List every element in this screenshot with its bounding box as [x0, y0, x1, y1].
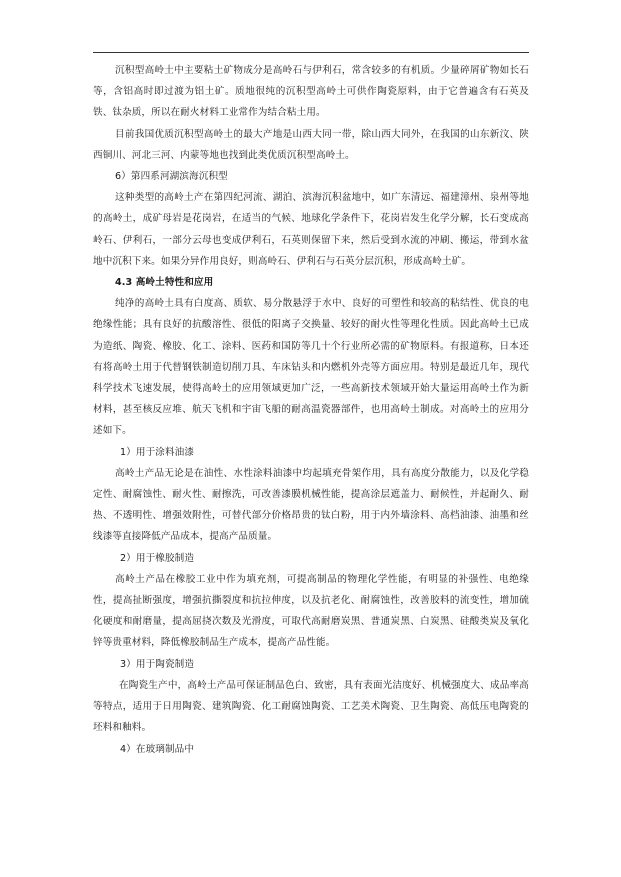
paragraph-properties: 纯净的高岭土具有白度高、质软、易分散悬浮于水中、良好的可塑性和较高的粘结性、优良的电绝缘性能；具有良好的抗酸溶性、很低的阳离子交换量、较好的耐火性等理化性质。因此高岭土已成为造纸、陶瓷、橡胶、化工、涂料、医药和国防等几十个行业所必需的矿物原料。有报道称，日本还有将高岭土用于代替钢铁制造切削刀具、车床钻头和内燃机外壳等方面应用。特别是最近几年，现代科学技术飞速发展，使得高岭土的应用领域更加广泛，一些高新技术领域开始大量运用高岭土作为新材料，甚至核反应堆、航天飞机和宇宙飞船的耐高温瓷器部件，也用高岭土制成。对高岭土的应用分述如下。	[93, 298, 529, 437]
paragraph-rubber: 高岭土产品在橡胶工业中作为填充剂，可提高制品的物理化学性能，有明显的补强性、电绝缘性，提高扯断强度，增强抗撕裂度和抗拉伸度，以及抗老化、耐腐蚀性，改善胶料的流变性，增加硫化硬度和耐磨量，提高屈挠次数及光滑度，可取代高耐磨炭黑、普通炭黑、白炭黑、硅酸类炭及氧化锌等贵重材料，降低橡胶制品生产成本，提高产品性能。	[93, 573, 529, 649]
subheading-glass: 4）在玻璃制品中	[120, 743, 195, 755]
subheading-ceramics: 3）用于陶瓷制造	[120, 658, 195, 670]
paragraph-china-deposits: 目前我国优质沉积型高岭土的最大产地是山西大同一带，除山西大同外，在我国的山东新汶、陕西铜川、河北三河、内蒙等地也找到此类优质沉积型高岭土。	[93, 128, 529, 161]
subheading-rubber: 2）用于橡胶制造	[120, 552, 195, 564]
subheading-quaternary-type: 6）第四系河湖滨海沉积型	[115, 171, 228, 183]
paragraph-coatings: 高岭土产品无论是在油性、水性涂料油漆中均起填充骨架作用，具有高度分散能力，以及化学稳定性、耐腐蚀性、耐火性、耐擦洗，可改善漆膜机械性能，提高涂层遮盖力、耐候性，并起耐久、耐热、不透明性、增强效附性，可替代部分价格昂贵的钛白粉，用于内外墙涂料、高档油漆、油墨和丝线漆等直接降低产品成本，提高产品质量。	[93, 467, 529, 543]
section-heading-properties: 4.3 高岭土特性和应用	[115, 277, 214, 289]
paragraph-quaternary-type: 这种类型的高岭土产在第四纪河流、湖泊、滨海沉积盆地中，如广东清远、福建漳州、泉州等地的高岭土，成矿母岩是花岗岩，在适当的气候、地球化学条件下，花岗岩发生化学分解，长石变成高岭石、伊利石，一部分云母也变成伊利石，石英则保留下来，然后受到水流的冲刷、搬运，带到水盆地中沉积下来。如果分异作用良好，则高岭石、伊利石与石英分层沉积，形成高岭土矿。	[93, 192, 529, 267]
paragraph-sedimentary-kaolin: 沉积型高岭土中主要粘土矿物成分是高岭石与伊利石，常含较多的有机质。少量碎屑矿物如长石等，含铝高时即过渡为铝土矿。质地很纯的沉积型高岭土可供作陶瓷原料，由于它普遍含有石英及铁、钛杂质，所以在耐火材料工业常作为结合粘土用。	[93, 65, 529, 119]
paragraph-ceramics: 在陶瓷生产中，高岭土产品可保证制品色白、致密，具有表面光洁度好、机械强度大、成品率高等特点，适用于日用陶瓷、建筑陶瓷、化工耐腐蚀陶瓷、工艺美术陶瓷、卫生陶瓷、高低压电陶瓷的坯料和釉料。	[93, 679, 529, 734]
header-rule	[93, 52, 529, 53]
document-body	[93, 60, 529, 760]
subheading-coatings: 1）用于涂料油漆	[120, 446, 195, 458]
